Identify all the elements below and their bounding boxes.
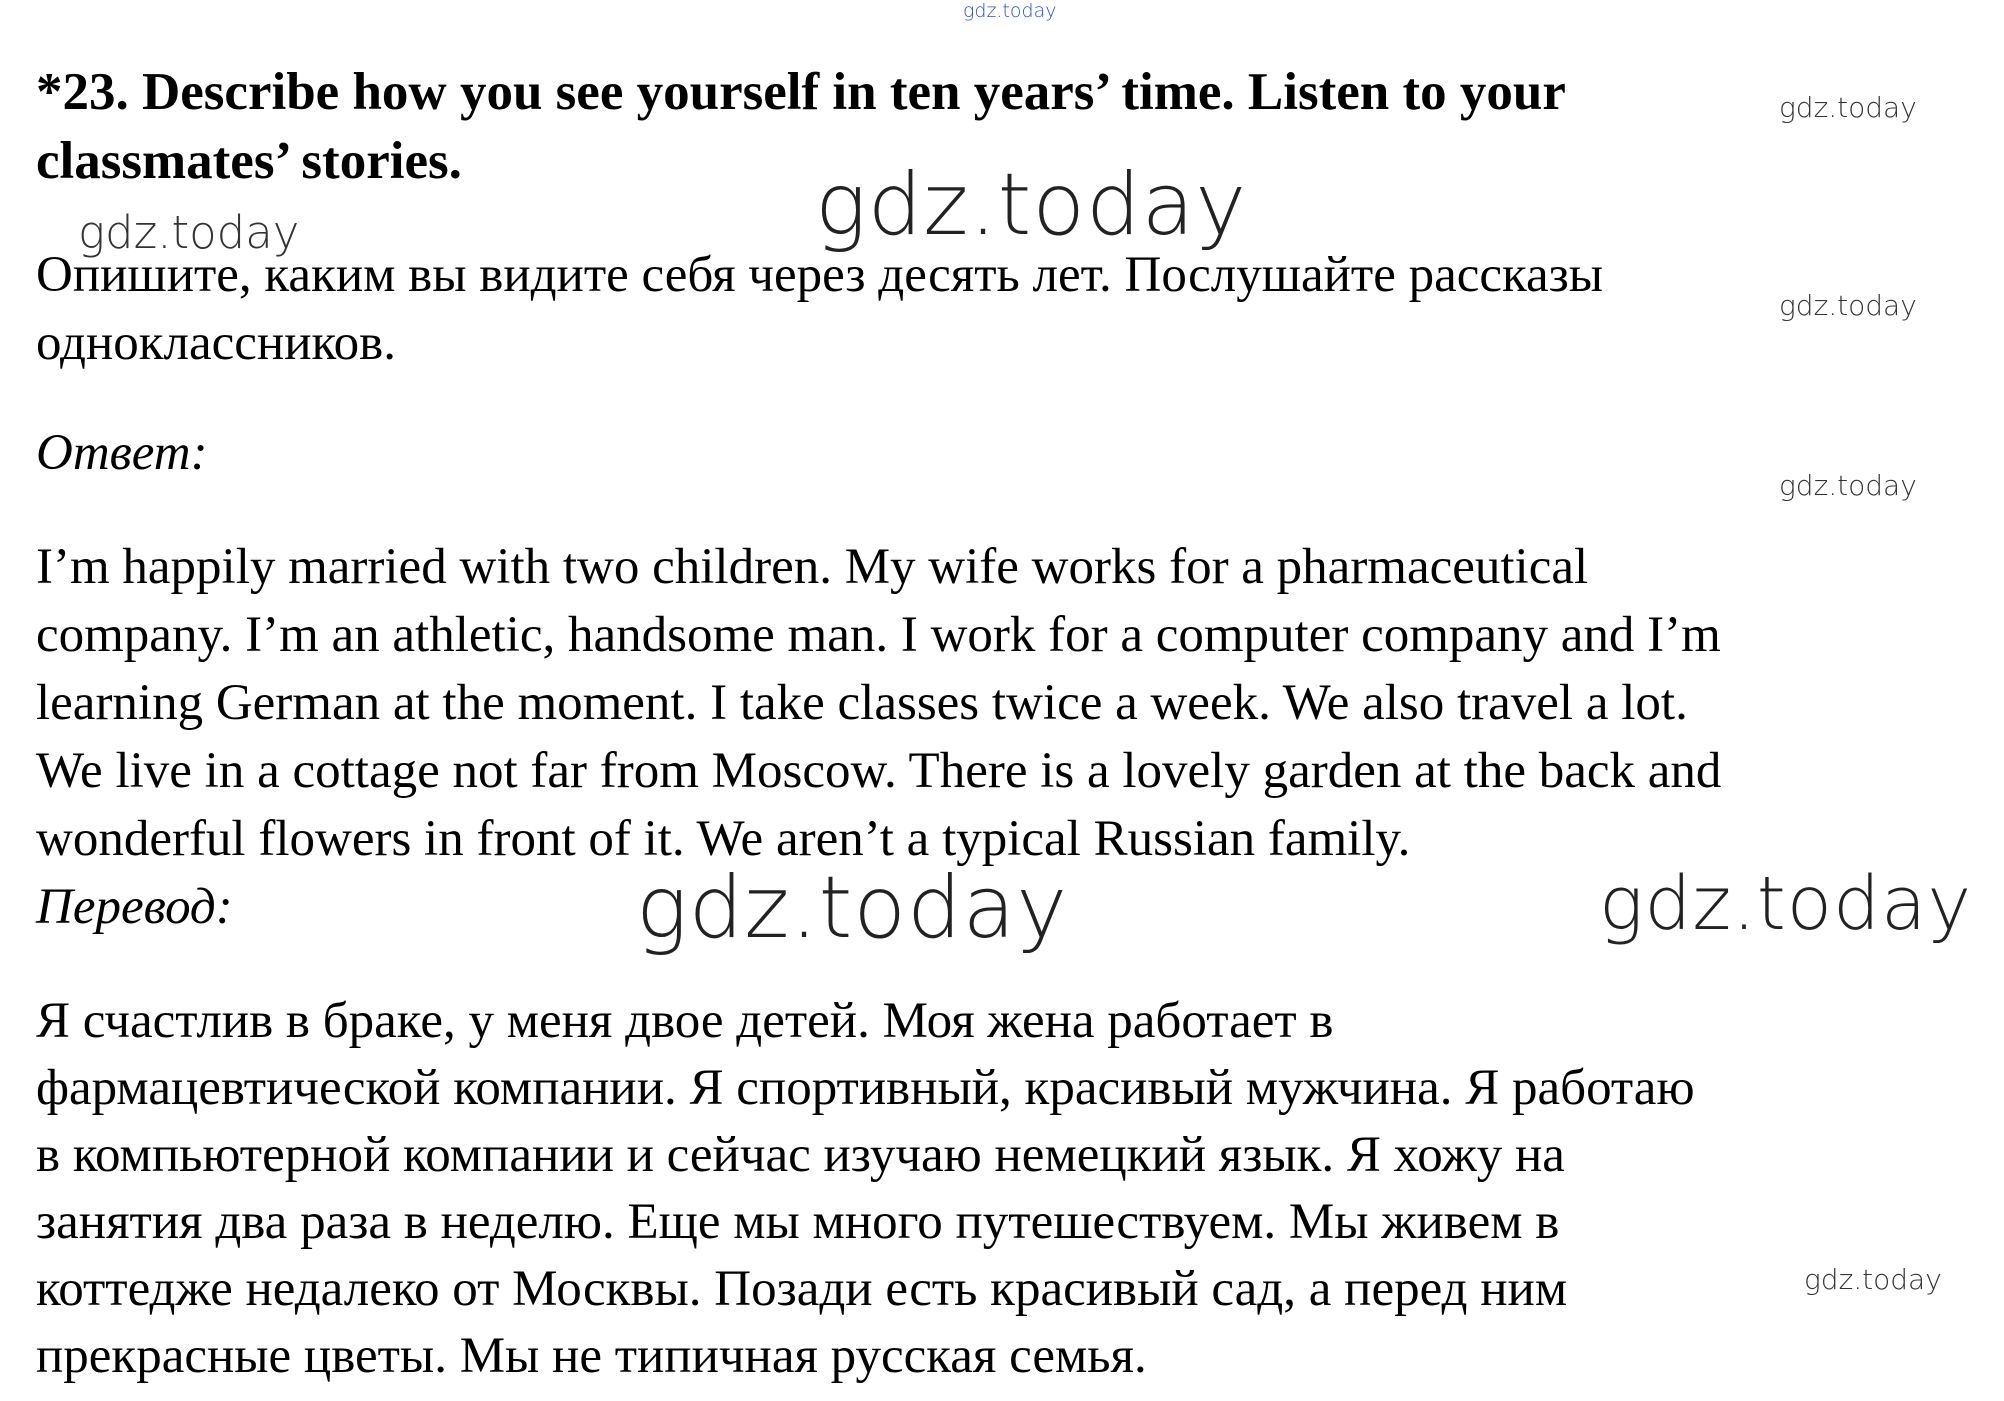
translation-label: Перевод: [36,879,233,935]
task-title-line-1: *23. Describe how you see yourself in ten years’ time. Listen to your [36,63,1566,121]
answer-line-2: company. I’m an athletic, handsome man. I work for a computer company and I’m [36,607,1721,663]
watermark-6: gdz.today [636,858,1069,958]
watermark-7: gdz.today [1599,861,1973,947]
watermark-8: gdz.today [1804,1263,1942,1296]
translation-line-5: коттедже недалеко от Москвы. Позади есть красивый сад, а перед ним [36,1261,1568,1317]
watermark-1: gdz.today [1779,91,1917,124]
translation-line-3: в компьютерной компании и сейчас изучаю немецкий язык. Я хожу на [36,1127,1565,1183]
answer-line-3: learning German at the moment. I take classes twice a week. We also travel a lot. [36,675,1688,731]
translation-line-6: прекрасные цветы. Мы не типичная русская семья. [36,1328,1147,1384]
translation-line-1: Я счастлив в браке, у меня двое детей. Моя жена работает в [36,993,1334,1049]
watermark-3: gdz.today [78,206,300,259]
answer-line-4: We live in a cottage not far from Moscow. There is a lovely garden at the back and [36,743,1722,799]
translation-line-2: фармацевтической компании. Я спортивный, красивый мужчина. Я работаю [36,1060,1695,1116]
watermark-5: gdz.today [1779,469,1917,502]
watermark-2: gdz.today [815,155,1248,255]
answer-label: Ответ: [36,425,208,481]
translation-line-4: занятия два раза в неделю. Еще мы много путешествуем. Мы живем в [36,1194,1560,1250]
answer-line-5: wonderful flowers in front of it. We aren’t a typical Russian family. [36,811,1411,867]
watermark-4: gdz.today [1779,289,1917,322]
answer-line-1: I’m happily married with two children. My wife works for a pharmaceutical [36,539,1589,595]
task-russian-line-1: Опишите, каким вы видите себя через десять лет. Послушайте рассказы [36,247,1604,303]
watermark-top: gdz.today [963,0,1057,22]
task-russian-line-2: одноклассников. [36,315,397,371]
task-title-line-2: classmates’ stories. [36,132,462,190]
